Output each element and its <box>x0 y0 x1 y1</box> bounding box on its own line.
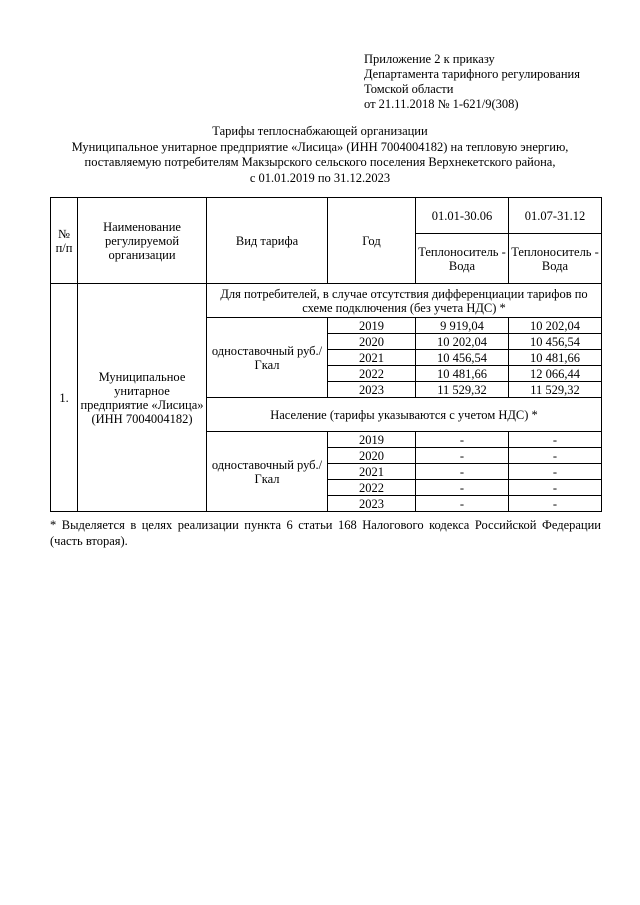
value-cell: - <box>509 448 602 464</box>
header-carrier-2: Теплоноситель - Вода <box>509 234 602 284</box>
appendix-line-4: от 21.11.2018 № 1-621/9(308) <box>364 97 519 111</box>
title-line-4: с 01.01.2019 по 31.12.2023 <box>249 170 391 185</box>
section-1-tariff-type: одноставочный руб./Гкал <box>207 318 328 398</box>
year-cell: 2021 <box>328 464 416 480</box>
value-cell: 10 456,54 <box>509 334 602 350</box>
value-cell: - <box>509 480 602 496</box>
appendix-line-1: Приложение 2 к приказу <box>364 52 495 66</box>
header-organization: Наименование регулируемой организации <box>78 198 207 284</box>
value-cell: - <box>416 480 509 496</box>
value-cell: - <box>416 432 509 448</box>
value-cell: - <box>416 448 509 464</box>
section-1-title: Для потребителей, в случае отсутствия дифференциации тарифов по схеме подключения (без учета НДС) * <box>207 284 602 318</box>
value-cell: 11 529,32 <box>416 382 509 398</box>
section-2-title: Население (тарифы указываются с учетом НДС) * <box>207 398 602 432</box>
header-year: Год <box>328 198 416 284</box>
year-cell: 2021 <box>328 350 416 366</box>
value-cell: 10 481,66 <box>416 366 509 382</box>
year-cell: 2023 <box>328 496 416 512</box>
section-2-tariff-type: одноставочный руб./Гкал <box>207 432 328 512</box>
value-cell: - <box>509 496 602 512</box>
title-line-3: поставляемую потребителям Макзырского сельского поселения Верхнекетского района, <box>84 155 556 169</box>
header-tariff-type: Вид тарифа <box>207 198 328 284</box>
row-number: 1. <box>51 284 78 512</box>
title-line-1: Тарифы теплоснабжающей организации <box>212 124 428 138</box>
value-cell: - <box>509 464 602 480</box>
value-cell: - <box>416 464 509 480</box>
year-cell: 2020 <box>328 334 416 350</box>
value-cell: 12 066,44 <box>509 366 602 382</box>
header-carrier-1: Теплоноситель - Вода <box>416 234 509 284</box>
year-cell: 2020 <box>328 448 416 464</box>
document-title <box>40 124 600 186</box>
value-cell: 10 456,54 <box>416 350 509 366</box>
organization-name: Муниципальное унитарное предприятие «Лисица» (ИНН 7004004182) <box>78 284 207 512</box>
year-cell: 2023 <box>328 382 416 398</box>
title-line-2: Муниципальное унитарное предприятие «Лисица» (ИНН 7004004182) на тепловую энергию, <box>71 139 569 154</box>
header-num: № п/п <box>51 198 78 284</box>
footnote: * Выделяется в целях реализации пункта 6 статьи 168 Налогового кодекса Российской Федерации (часть вторая). <box>50 518 601 548</box>
tariff-table <box>50 197 602 512</box>
value-cell: - <box>509 432 602 448</box>
appendix-header <box>364 52 624 112</box>
year-cell: 2019 <box>328 318 416 334</box>
value-cell: 9 919,04 <box>416 318 509 334</box>
header-period-2: 01.07-31.12 <box>509 198 602 234</box>
value-cell: 10 202,04 <box>509 318 602 334</box>
year-cell: 2019 <box>328 432 416 448</box>
year-cell: 2022 <box>328 480 416 496</box>
header-row <box>51 198 602 234</box>
section-1-title-row <box>51 284 602 318</box>
value-cell: 10 481,66 <box>509 350 602 366</box>
appendix-line-2: Департамента тарифного регулирования <box>364 67 580 81</box>
value-cell: 10 202,04 <box>416 334 509 350</box>
header-period-1: 01.01-30.06 <box>416 198 509 234</box>
value-cell: - <box>416 496 509 512</box>
year-cell: 2022 <box>328 366 416 382</box>
value-cell: 11 529,32 <box>509 382 602 398</box>
appendix-line-3: Томской области <box>364 82 454 96</box>
